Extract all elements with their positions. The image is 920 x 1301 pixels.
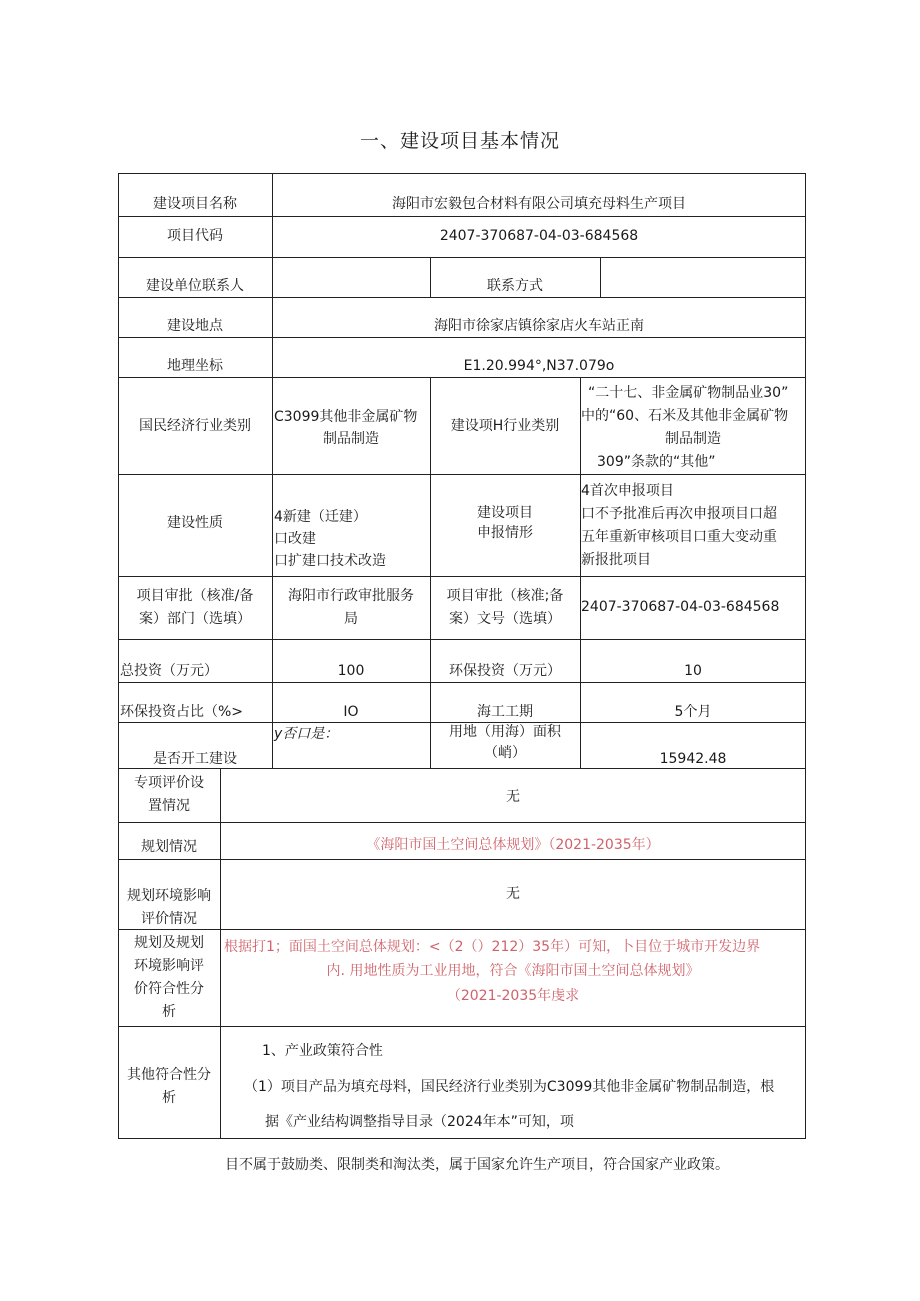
value-approval-department: 局 (344, 611, 358, 627)
continuation-text: 目不属于鼓励类、限制类和淘汰类，属于国家允许生产项目，符合国家产业政策。 (225, 1157, 729, 1173)
value-started: y否口是： (274, 726, 339, 742)
value-total-investment: 100 (337, 663, 365, 679)
label-project-code: 项目代码 (167, 228, 223, 244)
value-other-conformity: 1、产业政策符合性 (262, 1043, 383, 1059)
value-construction-nature: 4新建（迁建） (274, 509, 367, 525)
table-rule (118, 822, 806, 823)
value-coordinates: E1.20.994°,N37.079o (463, 358, 615, 374)
label-contact-method: 联系方式 (487, 278, 543, 294)
label-other-conformity: 其他符合性分 (127, 1067, 211, 1083)
label-coordinates: 地理坐标 (167, 358, 223, 374)
label-project-industry: 建设项H行业类别 (450, 418, 560, 434)
label-project-name: 建设项目名称 (153, 196, 237, 212)
value-other-conformity: 据《产业结构调整指导目录（2024年本”可知，项 (265, 1114, 574, 1130)
label-env-investment: 环保投资（万元） (449, 663, 561, 679)
value-project-industry: 309”条款的“其他” (597, 454, 716, 470)
table-rule (118, 682, 806, 683)
value-env-investment: 10 (684, 663, 702, 679)
label-construction-nature: 建设性质 (167, 515, 223, 531)
label-started: 是否开工建设 (153, 751, 237, 767)
label-planning-env: 评价情况 (141, 911, 197, 927)
table-rule (118, 474, 806, 475)
label-approval-department: 案）部门（选填） (139, 611, 251, 627)
label-location: 建设地点 (167, 318, 223, 334)
value-construction-nature: 口改建 (274, 531, 316, 547)
page-title: 一、建设项目基本情况 (359, 130, 560, 152)
value-special-evaluation: 无 (506, 789, 520, 805)
value-location: 海阳市徐家店镇徐家店火车站正南 (434, 318, 644, 334)
value-construction-period: 5个月 (674, 704, 712, 720)
value-conformity: 根据打1；面国土空间总体规划：<（2（）212）35年）可知，卜目位于城市开发边界 (224, 939, 761, 955)
value-project-name: 海阳市宏毅包合材料有限公司填充母料生产项目 (392, 196, 686, 212)
table-rule (118, 377, 806, 378)
value-declaration-type: 新报批项目 (581, 552, 651, 568)
value-declaration-type: 口不予批准后再次申报项目口超 (581, 506, 777, 522)
table-rule (118, 337, 806, 338)
table-rule (118, 257, 806, 258)
label-land-area: （峭） (484, 745, 526, 761)
label-approval-number: 案）文号（选填） (449, 611, 561, 627)
value-planning-env: 无 (506, 886, 520, 902)
table-rule (118, 1026, 806, 1027)
table-rule (118, 859, 806, 860)
value-project-industry: 中的“60、石米及其他非金属矿物 (581, 408, 789, 424)
value-conformity: 内. 用地性质为工业用地，符合《海阳市国土空间总体规划》 (326, 963, 700, 979)
table-rule (118, 639, 806, 640)
label-conformity: 析 (162, 1004, 176, 1020)
label-declaration-type: 申报情形 (477, 525, 533, 541)
value-land-area: 15942.48 (659, 751, 727, 767)
table-rule (600, 257, 601, 297)
label-declaration-type: 建设项目 (477, 505, 533, 521)
value-project-code: 2407-370687-04-03-684568 (439, 228, 639, 244)
label-special-evaluation: 置情况 (148, 798, 190, 814)
value-other-conformity: （1）项目产品为填充母料，国民经济行业类别为C3099其他非金属矿物制品制造，根 (244, 1079, 775, 1095)
label-special-evaluation: 专项评价设 (134, 775, 204, 791)
value-project-industry: 制品制造 (665, 431, 721, 447)
value-approval-number: 2407-370687-04-03-684568 (581, 599, 780, 615)
value-national-industry: C3099其他非金属矿物 (274, 409, 418, 425)
label-env-ratio: 环保投资占比（%> (120, 704, 244, 720)
label-construction-period: 海工工期 (477, 704, 533, 720)
value-declaration-type: 4首次申报项目 (581, 483, 674, 499)
label-total-investment: 总投资（万元） (120, 663, 218, 679)
value-conformity: （2021-2035年虔求 (446, 988, 580, 1004)
label-conformity: 环境影响评 (134, 958, 204, 974)
table-rule (118, 297, 806, 298)
label-contact-person: 建设单位联系人 (146, 278, 244, 294)
value-env-ratio: IO (343, 704, 359, 720)
value-national-industry: 制品制造 (323, 431, 379, 447)
label-national-industry: 国民经济行业类别 (139, 418, 251, 434)
value-approval-department: 海阳市行政审批服务 (288, 588, 414, 604)
label-planning-env: 规划环境影响 (127, 888, 211, 904)
label-conformity: 价符合性分 (134, 981, 204, 997)
label-approval-department: 项目审批（核准/备 (136, 588, 254, 604)
value-project-industry: “二十七、非金属矿物制品业30” (588, 385, 789, 401)
value-declaration-type: 五年重新审核项目口重大变动重 (581, 529, 777, 545)
table-rule (118, 929, 806, 930)
label-other-conformity: 析 (162, 1090, 176, 1106)
table-rule (118, 576, 806, 577)
label-approval-number: 项目审批（核准;备 (446, 588, 564, 604)
value-construction-nature: 口扩建口技术改造 (274, 553, 386, 569)
label-conformity: 规划及规划 (134, 935, 204, 951)
label-land-area: 用地（用海）面积 (449, 724, 561, 740)
value-planning: 《海阳市国土空间总体规划》（2021-2035年） (366, 837, 660, 853)
table-rule (118, 216, 806, 217)
table-rule (220, 768, 221, 1139)
label-planning: 规划情况 (141, 839, 197, 855)
